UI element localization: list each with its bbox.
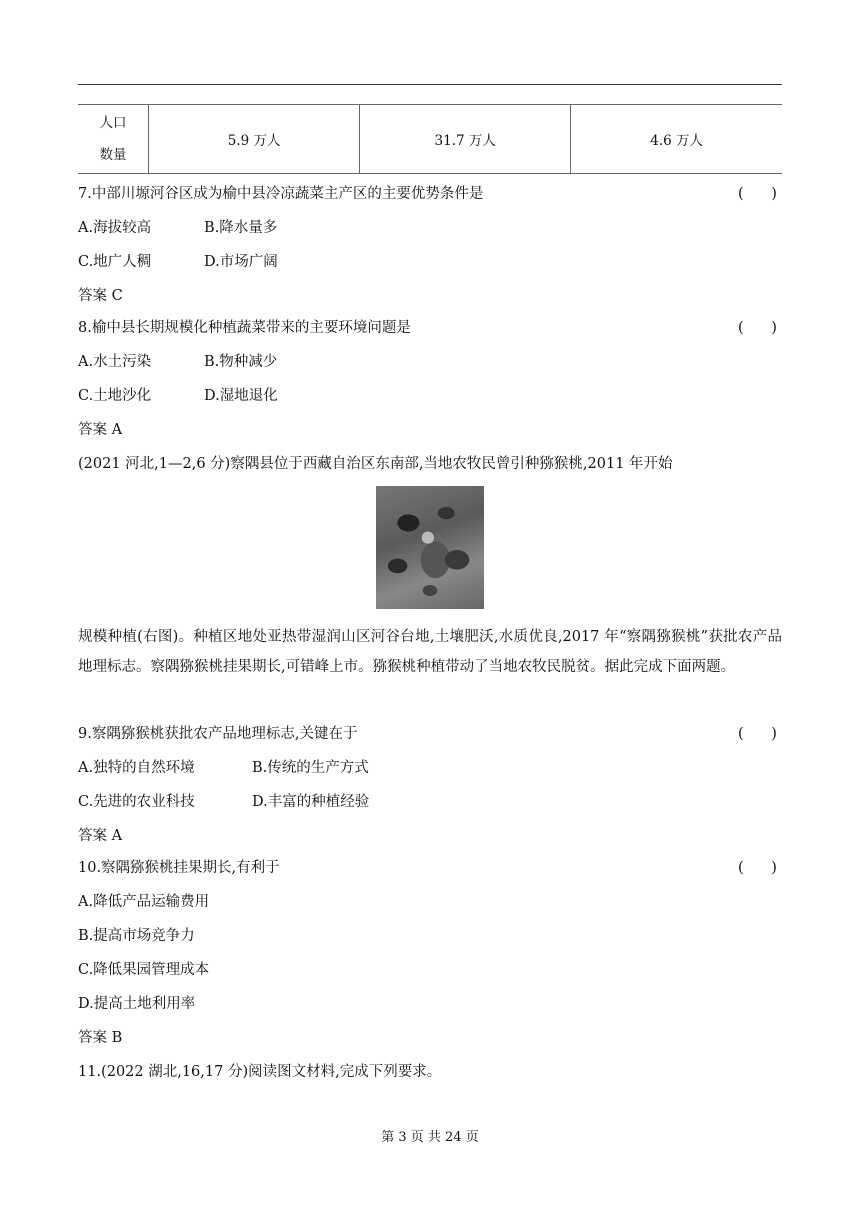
q8-option-b: B.物种减少 [204, 354, 278, 370]
q10-answer-bracket: ( ) [738, 860, 777, 876]
row-label-line2: 数量 [99, 147, 127, 163]
population-cell-2: 31.7 万人 [360, 105, 571, 174]
q7-option-c: C.地广人稠 [78, 254, 152, 270]
q7-option-d: D.市场广阔 [204, 254, 278, 270]
q10-answer: 答案 B [78, 1030, 123, 1046]
q9-option-d: D.丰富的种植经验 [252, 794, 370, 810]
q8-stem: 8.榆中县长期规模化种植蔬菜带来的主要环境问题是 [78, 320, 411, 336]
kiwifruit-photo [376, 486, 484, 609]
q7-option-a: A.海拔较高 [78, 220, 152, 236]
page-number: 第 3 页 共 24 页 [381, 1130, 479, 1145]
q8-answer-bracket: ( ) [738, 320, 777, 336]
q10-stem: 10.察隅猕猴桃挂果期长,有利于 [78, 860, 280, 876]
population-table [78, 104, 782, 174]
row-label-line1: 人口 [99, 115, 127, 131]
q9-option-c: C.先进的农业科技 [78, 794, 195, 810]
q9-answer-bracket: ( ) [738, 726, 777, 742]
passage-body: 规模种植(右图)。种植区地处亚热带湿润山区河谷台地,土壤肥沃,水质优良,2017 年“察隅猕猴桃”获批农产品地理标志。察隅猕猴桃挂果期长,可错峰上市。猕猴桃种植带动了当地农牧民脱贫。据此完成下面两题。 [78, 629, 782, 675]
q11-stem: 11.(2022 湖北,16,17 分)阅读图文材料,完成下列要求。 [78, 1064, 442, 1080]
q7-answer: 答案 C [78, 288, 123, 304]
row-label-population [78, 105, 149, 174]
q10-option-d: D.提高土地利用率 [78, 996, 196, 1012]
q10-option-c: C.降低果园管理成本 [78, 962, 210, 978]
header-rule [78, 84, 782, 85]
q8-option-d: D.湿地退化 [204, 388, 278, 404]
table-row [78, 105, 782, 174]
q9-stem: 9.察隅猕猴桃获批农产品地理标志,关键在于 [78, 726, 358, 742]
population-cell-1: 5.9 万人 [149, 105, 360, 174]
q8-option-c: C.土地沙化 [78, 388, 152, 404]
q8-option-a: A.水土污染 [78, 354, 152, 370]
q10-option-a: A.降低产品运输费用 [78, 894, 210, 910]
q7-answer-bracket: ( ) [738, 186, 777, 202]
q10-option-b: B.提高市场竞争力 [78, 928, 195, 944]
q7-option-b: B.降水量多 [204, 220, 278, 236]
q9-option-b: B.传统的生产方式 [252, 760, 369, 776]
passage-intro: (2021 河北,1—2,6 分)察隅县位于西藏自治区东南部,当地农牧民曾引种猕猴桃,2011 年开始 [78, 456, 673, 472]
q7-stem: 7.中部川塬河谷区成为榆中县冷凉蔬菜主产区的主要优势条件是 [78, 186, 484, 202]
q8-answer: 答案 A [78, 422, 123, 438]
population-cell-3: 4.6 万人 [571, 105, 782, 174]
q9-option-a: A.独特的自然环境 [78, 760, 195, 776]
q9-answer: 答案 A [78, 828, 123, 844]
